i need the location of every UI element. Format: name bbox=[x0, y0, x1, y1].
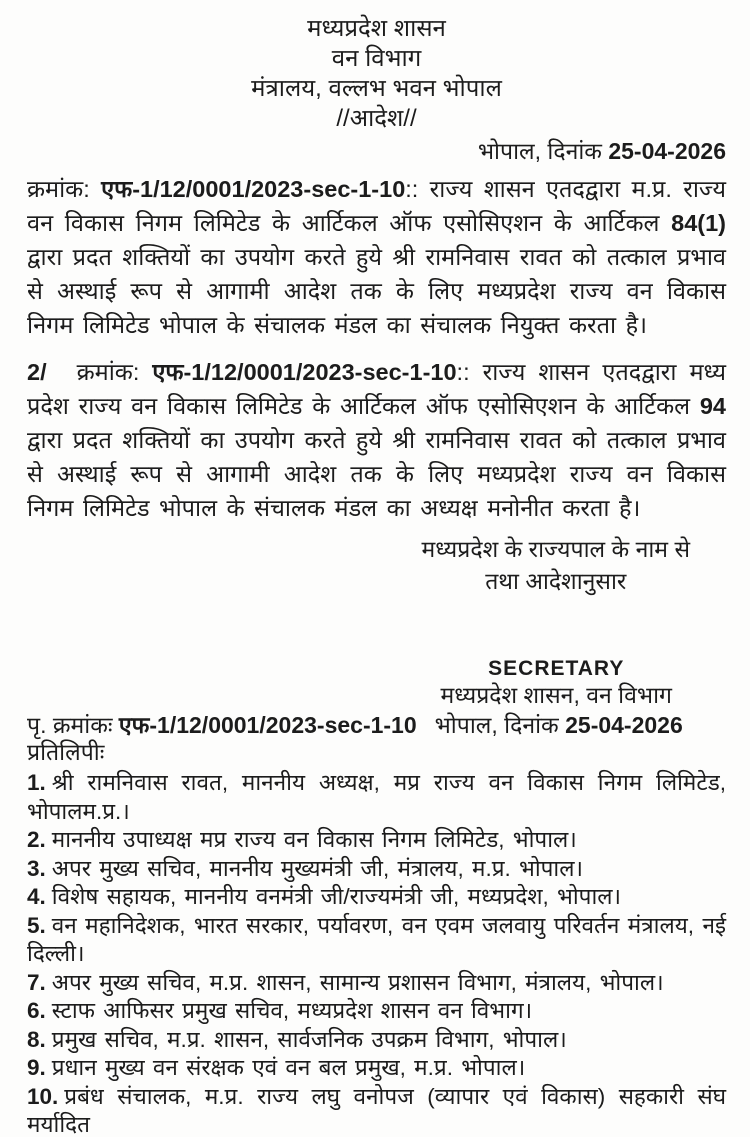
by-order-line-2: तथा आदेशानुसार bbox=[485, 568, 627, 594]
text-segment: 84(1) bbox=[671, 210, 726, 236]
header-department: वन विभाग bbox=[331, 45, 422, 72]
endorsement-place-date bbox=[435, 711, 683, 739]
header-ministry-address: मंत्रालय, वल्लभ भवन भोपाल bbox=[251, 75, 502, 102]
issue-date: 25-04-2026 bbox=[608, 138, 726, 164]
text-segment: एफ-1/12/0001/2023-sec-1-10 bbox=[101, 176, 406, 202]
text-segment: 94 bbox=[699, 393, 726, 419]
signatory-block bbox=[440, 655, 672, 709]
copy-item-text: श्री रामनिवास रावत, माननीय अध्यक्ष, मप्र राज्य वन विकास निगम लिमिटेड, भोपालम.प्र.। bbox=[27, 770, 726, 824]
endorsement-ref-line bbox=[27, 711, 726, 739]
copy-item-text: अपर मुख्य सचिव, माननीय मुख्यमंत्री जी, मंत्रालय, म.प्र. भोपाल। bbox=[51, 855, 584, 881]
copy-item-number: 8. bbox=[27, 1026, 46, 1052]
signatory-title: SECRETARY bbox=[488, 657, 625, 680]
copy-list-item bbox=[27, 969, 726, 998]
text-segment: द्वारा प्रदत शक्तियों का उपयोग करते हुये श्री रामनिवास रावत को तत्काल प्रभाव से अस्थाई रूप से आगामी आदेश तक के लिए मध्यप्रदेश राज्य वन विकास निगम लिमिटेड भोपाल के संचालक मंडल का अध्यक्ष मनोनीत करता है। bbox=[27, 427, 726, 521]
text-segment: एफ-1/12/0001/2023-sec-1-10 bbox=[152, 359, 457, 385]
copy-item-number: 7. bbox=[27, 969, 46, 995]
copies-list bbox=[27, 769, 726, 1137]
text-segment: क्रमांक: bbox=[76, 359, 153, 385]
paragraph-2-text bbox=[27, 359, 726, 521]
order-paragraph-2 bbox=[27, 355, 726, 525]
copy-item-text: प्रमुख सचिव, म.प्र. शासन, सार्वजनिक उपक्रम विभाग, भोपाल। bbox=[51, 1026, 567, 1052]
copy-item-text: विशेष सहायक, माननीय वनमंत्री जी/राज्यमंत्री जी, मध्यप्रदेश, भोपाल। bbox=[51, 884, 622, 909]
copy-list-item bbox=[27, 1026, 726, 1055]
text-segment: क्रमांक: bbox=[27, 176, 102, 202]
order-paragraph-1 bbox=[27, 172, 726, 342]
endorsement-place-label: भोपाल, दिनांक bbox=[434, 712, 559, 738]
copy-item-text: अपर मुख्य सचिव, म.प्र. शासन, सामान्य प्रशासन विभाग, मंत्रालय, भोपाल। bbox=[51, 969, 664, 995]
copy-list-item bbox=[27, 1083, 726, 1137]
by-order-block bbox=[422, 533, 690, 597]
copy-item-text: माननीय उपाध्यक्ष मप्र राज्य वन विकास निगम लिमिटेड, भोपाल। bbox=[51, 827, 577, 852]
copy-list-item bbox=[27, 769, 726, 826]
copy-item-number: 2. bbox=[27, 827, 46, 852]
endorsement-date: 25-04-2026 bbox=[565, 712, 683, 738]
copy-item-text: स्टाफ आफिसर प्रमुख सचिव, मध्यप्रदेश शासन वन विभाग। bbox=[51, 998, 533, 1023]
signatory-department: मध्यप्रदेश शासन, वन विभाग bbox=[440, 682, 672, 708]
copy-item-number: 3. bbox=[27, 855, 46, 881]
document-header bbox=[27, 14, 726, 134]
copy-item-text: प्रधान मुख्य वन संरक्षक एवं वन बल प्रमुख, म.प्र. भोपाल। bbox=[51, 1055, 526, 1080]
copy-list-item bbox=[27, 855, 726, 884]
copy-list-item bbox=[27, 883, 726, 912]
copy-list-item bbox=[27, 997, 726, 1026]
copies-heading: प्रतिलिपीः bbox=[27, 739, 105, 765]
endorsement-file-number: एफ-1/12/0001/2023-sec-1-10 bbox=[118, 712, 417, 738]
copy-item-number: 10. bbox=[27, 1083, 59, 1109]
paragraph-2-number: 2/ bbox=[27, 359, 47, 385]
copy-item-number: 5. bbox=[27, 912, 46, 938]
copy-list-item bbox=[27, 1054, 726, 1083]
endorsement-number bbox=[27, 711, 417, 739]
text-segment: :: राज्य शासन एतदद्वारा म.प्र. राज्य वन विकास निगम लिमिटेड के आर्टिकल ऑफ एसोसिएशन के आर्टिकल bbox=[27, 176, 727, 236]
copy-item-number: 4. bbox=[27, 884, 46, 909]
text-segment: :: राज्य शासन एतदद्वारा मध्य प्रदेश राज्य वन विकास लिमिटेड के आर्टिकल ऑफ एसोसिएशन के आर्टिकल bbox=[27, 359, 726, 419]
endorsement-number-label: पृ. क्रमांकः bbox=[27, 712, 113, 738]
copy-item-number: 6. bbox=[27, 998, 46, 1023]
issue-place-date bbox=[27, 137, 726, 166]
header-government: मध्यप्रदेश शासन bbox=[307, 15, 446, 42]
signature-space bbox=[27, 597, 726, 655]
by-order-line-1: मध्यप्रदेश के राज्यपाल के नाम से bbox=[421, 536, 690, 562]
header-order-title: //आदेश// bbox=[336, 105, 417, 132]
issue-place-label: भोपाल, दिनांक bbox=[477, 138, 602, 164]
copy-item-text: वन महानिदेशक, भारत सरकार, पर्यावरण, वन एवम जलवायु परिवर्तन मंत्रालय, नई दिल्ली। bbox=[27, 912, 726, 966]
copy-item-number: 1. bbox=[27, 770, 46, 795]
copy-list-item bbox=[27, 912, 726, 969]
copy-item-text: प्रबंध संचालक, म.प्र. राज्य लघु वनोपज (व्यापार एवं विकास) सहकारी संघ मर्यादित bbox=[27, 1083, 726, 1137]
copy-item-number: 9. bbox=[27, 1055, 46, 1080]
copy-list-item bbox=[27, 826, 726, 855]
text-segment: द्वारा प्रदत शक्तियों का उपयोग करते हुये श्री रामनिवास रावत को तत्काल प्रभाव से अस्थाई रूप से आगामी आदेश तक के लिए मध्यप्रदेश राज्य वन विकास निगम लिमिटेड भोपाल के संचालक मंडल का संचालक नियुक्त करता है। bbox=[27, 244, 726, 338]
